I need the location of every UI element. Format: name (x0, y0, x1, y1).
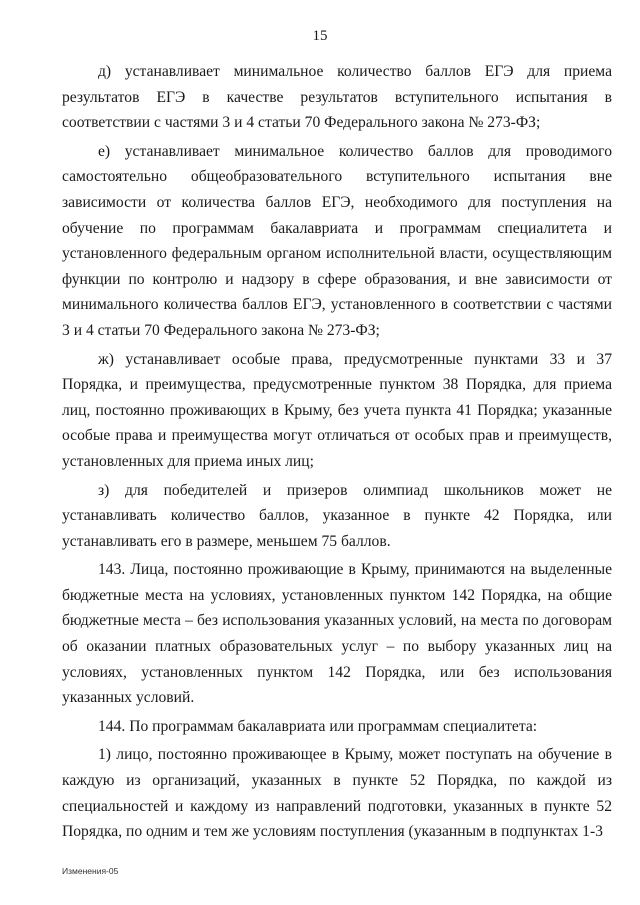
footer-note: Изменения-05 (62, 866, 119, 876)
paragraph-144-1: 1) лицо, постоянно проживающее в Крыму, может поступать на обучение в каждую из организаций, указанных в пункте 52 Порядка, по каждой из специальностей и каждому из направлений подготовки, указанных в пункте 52 Порядка, по одним и тем же условиям поступления (указанным в подпунктах 1-3 (62, 746, 612, 841)
paragraph-144: 144. По программам бакалавриата или программам специалитета: (98, 717, 538, 735)
paragraph-143: 143. Лица, постоянно проживающие в Крыму, принимаются на выделенные бюджетные места на условиях, установленных пунктом 142 Порядка, на общие бюджетные места – без использования указанных условий, на места по договорам об оказании платных образовательных услуг – по выбору указанных лиц на условиях, установленных пунктом 142 Порядка, или без использования указанных условий. (62, 561, 612, 707)
paragraph-zh: ж) устанавливает особые права, предусмотренные пунктами 33 и 37 Порядка, и преимущества, предусмотренные пунктом 38 Порядка, для приема лиц, постоянно проживающих в Крыму, без учета пункта 41 Порядка; указанные особые права и преимущества могут отличаться от особых прав и преимуществ, установленных для приема иных лиц; (62, 350, 612, 470)
paragraph-e: е) устанавливает минимальное количество баллов для проводимого самостоятельно общеобразовательного вступительного испытания вне зависимости от количества баллов ЕГЭ, необходимого для поступления на обучение по программам бакалавриата и программам специалитета и установленного федеральным органом исполнительной власти, осуществляющим функции по контролю и надзору в сфере образования, и вне зависимости от минимального количества баллов ЕГЭ, установленного в соответствии с частями 3 и 4 статьи 70 Федерального закона № 273-ФЗ; (62, 142, 612, 339)
document-body (62, 59, 612, 848)
paragraph-z: з) для победителей и призеров олимпиад школьников может не устанавливать количество баллов, указанное в пункте 42 Порядка, или устанавливать его в размере, меньшем 75 баллов. (62, 481, 612, 550)
page-number: 15 (312, 28, 328, 44)
paragraph-d: д) устанавливает минимальное количество баллов ЕГЭ для приема результатов ЕГЭ в качестве результатов вступительного испытания в соответствии с частями 3 и 4 статьи 70 Федерального закона № 273-ФЗ; (62, 63, 612, 132)
